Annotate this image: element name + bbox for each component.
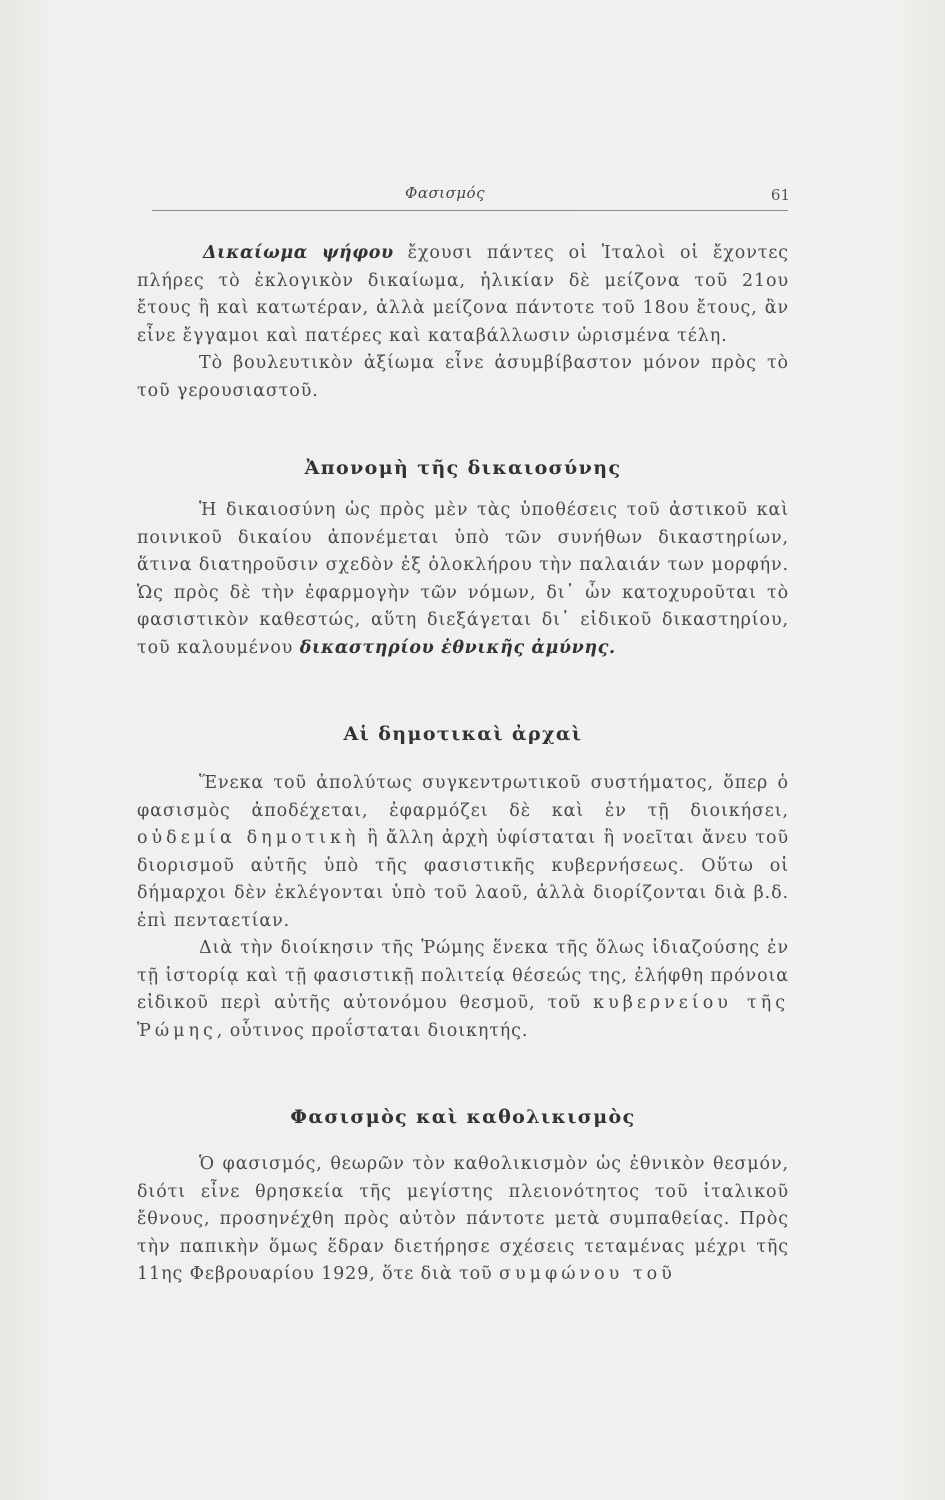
paragraph-rome-governorate (137, 935, 789, 1045)
section-heading-justice: Ἀπονομὴ τῆς δικαιοσύνης (304, 457, 622, 479)
paragraph-text: ἢ ἄλλη ἀρχὴ ὑφίσταται ἢ νοεῖται ἄνευ τοῦ διορισμοῦ αὐτῆς ὑπὸ τῆς φασιστικῆς κυβερνήσεως. Οὕτω οἱ δήμαρχοι δὲν ἐκλέγονται ὑπὸ τοῦ λαοῦ, ἀλλὰ διορίζονται διὰ β.δ. ἐπὶ πενταετίαν. (137, 828, 789, 931)
spaced-text-no-municipal: οὐδεμία δημοτικὴ (137, 828, 360, 848)
paragraph-text: , οὗτινος προΐσταται διοικητής. (216, 1020, 529, 1041)
lead-term-voting-right: Δικαίωμα ψήφου (203, 243, 394, 263)
section-fascism-catholicism (137, 1151, 789, 1289)
paragraph-catholicism (137, 1151, 789, 1289)
spaced-text-concordat: συμφώνου τοῦ (499, 1264, 676, 1284)
paragraph-parliamentary-office: Τὸ βουλευτικὸν ἀξίωμα εἶνε ἀσυμβίβαστον μόνον πρὸς τὸ τοῦ γερουσιαστοῦ. (137, 353, 789, 401)
paragraph-text: Ἕνεκα τοῦ ἀπολύτως συγκεντρωτικοῦ συστήματος, ὅπερ ὁ φασισμὸς ἀποδέχεται, ἐφαρμόζει δὲ καὶ ἐν τῇ διοικήσει, (137, 773, 789, 821)
spaced-text-governorate-of-rome: κυβερνείου τῆς Ῥώμης (137, 993, 790, 1041)
paragraph-text: Ὁ φασισμός, θεωρῶν τὸν καθολικισμὸν ὡς ἐθνικὸν θεσμόν, διότι εἶνε θρησκεία τῆς μεγίστης πλειονότητος τοῦ ἰταλικοῦ ἔθνους, προσηνέχθη πρὸς αὐτὸν πάντοτε μετὰ συμπαθείας. Πρὸς τὴν παπικὴν ὅμως ἕδραν διετήρησε σχέσεις τεταμένας μέχρι τῆς 11ης Φεβρουαρίου 1929, ὅτε διὰ τοῦ (137, 1154, 789, 1284)
paragraph-voting-rights (137, 240, 789, 350)
paragraph-text: ἔχουσι πάντες οἱ Ἰταλοὶ οἱ ἔχοντες πλήρες τὸ ἐκλογικὸν δικαίωμα, ἡλικίαν δὲ μείζονα τοῦ 21ου ἔτους ἢ καὶ κατωτέραν, ἀλλὰ μείζονα πάντοτε τοῦ 18ου ἔτους, ἂν εἶνε ἔγγαμοι καὶ πατέρες καὶ καταβάλλωσιν ὡρισμένα τέλη. (137, 243, 790, 346)
section-municipal-authorities (137, 770, 789, 1045)
section-heading-municipal-authorities: Αἱ δημοτικαὶ ἀρχαὶ (343, 723, 583, 745)
section-heading-fascism-catholicism: Φασισμὸς καὶ καθολικισμὸς (290, 1106, 636, 1128)
running-title: Φασισμός (405, 184, 485, 202)
section-justice (137, 497, 789, 662)
page-number: 61 (770, 186, 790, 204)
emphasis-national-defense-court: δικαστηρίου ἐθνικῆς ἀμύνης. (299, 637, 616, 658)
header-rule (152, 210, 788, 211)
section-voting-rights (137, 240, 789, 405)
paragraph-text: Ἡ δικαιοσύνη ὡς πρὸς μὲν τὰς ὑποθέσεις τοῦ ἀστικοῦ καὶ ποινικοῦ δικαίου ἀπονέμεται ὑπὸ τῶν συνήθων δικαστηρίων, ἅτινα διατηροῦσιν σχεδὸν ἐξ ὁλοκλήρου τὴν παλαιάν των μορφήν. Ὡς πρὸς δὲ τὴν ἐφαρμογὴν τῶν νόμων, δι᾽ ὧν κατοχυροῦται τὸ φασιστικὸν καθεστώς, αὕτη διεξάγεται δι᾽ εἰδικοῦ δικαστηρίου, τοῦ καλουμένου (137, 500, 789, 658)
paragraph-centralized-system (137, 770, 789, 935)
paragraph-justice (137, 497, 789, 662)
running-head (100, 184, 790, 212)
paragraph-text: Διὰ τὴν διοίκησιν τῆς Ῥώμης ἕνεκα τῆς ὅλως ἰδιαζούσης ἐν τῇ ἱστορίᾳ καὶ τῇ φασιστικῇ πολιτείᾳ θέσεώς της, ἐλήφθη πρόνοια εἰδικοῦ περὶ αὐτῆς αὐτονόμου θεσμοῦ, τοῦ (137, 938, 789, 1013)
